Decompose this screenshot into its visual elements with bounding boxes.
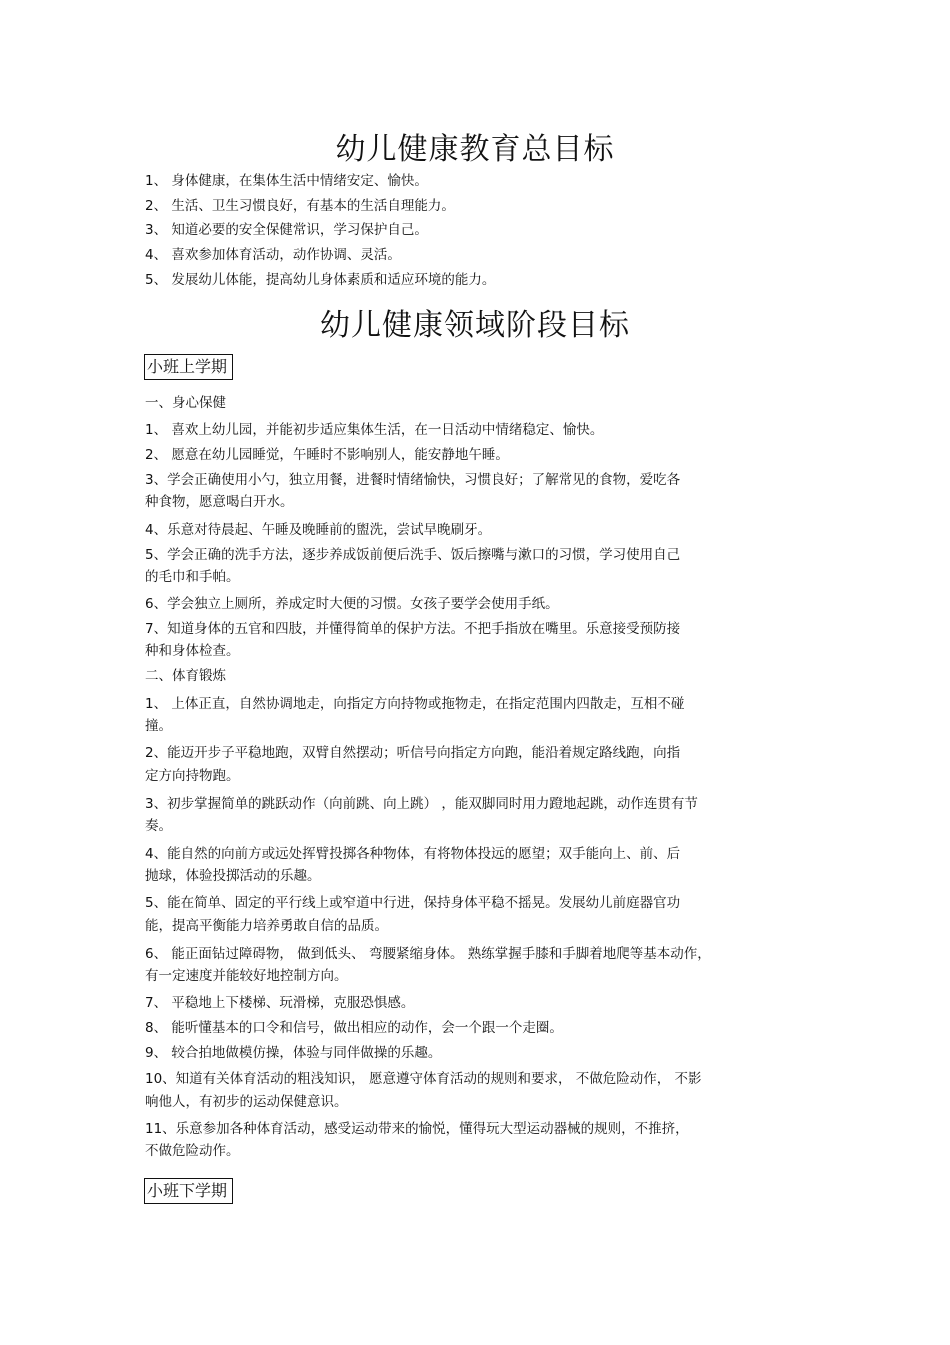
- stage-title: 幼儿健康领域阶段目标: [320, 308, 630, 343]
- exercise-goal-1-cont: 撞。: [145, 718, 172, 734]
- total-goal-2: 2、 生活、卫生习惯良好，有基本的生活自理能力。: [145, 198, 455, 214]
- exercise-goal-11: 11、乐意参加各种体育活动，感受运动带来的愉悦，懂得玩大型运动器械的规则，不推挤，: [145, 1121, 689, 1137]
- health-goal-2: 2、 愿意在幼儿园睡觉，午睡时不影响别人，能安静地午睡。: [145, 447, 509, 463]
- health-goal-3-cont: 种食物，愿意喝白开水。: [145, 494, 294, 510]
- exercise-goal-10-cont: 响他人，有初步的运动保健意识。: [145, 1094, 348, 1110]
- exercise-goal-6-cont: 有一定速度并能较好地控制方向。: [145, 968, 348, 984]
- exercise-goal-6: 6、 能正面钻过障碍物， 做到低头、 弯腰紧缩身体。 熟练掌握手膝和手脚着地爬等基本动作，: [145, 946, 711, 962]
- section-heading-exercise: 二、体育锻炼: [145, 668, 226, 684]
- health-goal-5-cont: 的毛巾和手帕。: [145, 569, 240, 585]
- health-goal-6: 6、学会独立上厕所，养成定时大便的习惯。女孩子要学会使用手纸。: [145, 596, 559, 612]
- exercise-goal-7: 7、 平稳地上下楼梯、玩滑梯，克服恐惧感。: [145, 995, 415, 1011]
- exercise-goal-5: 5、能在简单、固定的平行线上或窄道中行进，保持身体平稳不摇晃。发展幼儿前庭器官功: [145, 895, 681, 911]
- term-box-small-class-second: 小班下学期: [144, 1178, 233, 1204]
- term-box-small-class-first: 小班上学期: [144, 354, 233, 380]
- exercise-goal-4-cont: 抛球，体验投掷活动的乐趣。: [145, 868, 321, 884]
- total-goal-4: 4、 喜欢参加体育活动，动作协调、灵活。: [145, 247, 401, 263]
- exercise-goal-1: 1、 上体正直，自然协调地走，向指定方向持物或拖物走，在指定范围内四散走，互相不碰: [145, 696, 685, 712]
- exercise-goal-11-cont: 不做危险动作。: [145, 1143, 240, 1159]
- health-goal-7-cont: 种和身体检查。: [145, 643, 240, 659]
- total-goal-5: 5、 发展幼儿体能，提高幼儿身体素质和适应环境的能力。: [145, 272, 496, 288]
- health-goal-5: 5、学会正确的洗手方法，逐步养成饭前便后洗手、饭后擦嘴与漱口的习惯，学习使用自己: [145, 547, 681, 563]
- exercise-goal-9: 9、 较合拍地做模仿操，体验与同伴做操的乐趣。: [145, 1045, 442, 1061]
- health-goal-3: 3、学会正确使用小勺，独立用餐，进餐时情绪愉快，习惯良好；了解常见的食物，爱吃各: [145, 472, 681, 488]
- exercise-goal-2: 2、能迈开步子平稳地跑，双臂自然摆动；听信号向指定方向跑，能沿着规定路线跑，向指: [145, 745, 681, 761]
- exercise-goal-10: 10、知道有关体育活动的粗浅知识， 愿意遵守体育活动的规则和要求， 不做危险动作， 不影: [145, 1071, 702, 1087]
- exercise-goal-8: 8、 能听懂基本的口令和信号，做出相应的动作，会一个跟一个走圈。: [145, 1020, 563, 1036]
- section-heading-health-care: 一、身心保健: [145, 395, 226, 411]
- main-title: 幼儿健康教育总目标: [335, 132, 615, 167]
- health-goal-7: 7、知道身体的五官和四肢，并懂得简单的保护方法。不把手指放在嘴里。乐意接受预防接: [145, 621, 681, 637]
- exercise-goal-4: 4、能自然的向前方或远处挥臂投掷各种物体，有将物体投远的愿望；双手能向上、前、后: [145, 846, 681, 862]
- total-goal-1: 1、 身体健康，在集体生活中情绪安定、愉快。: [145, 173, 428, 189]
- exercise-goal-2-cont: 定方向持物跑。: [145, 768, 240, 784]
- exercise-goal-3-cont: 奏。: [145, 818, 172, 834]
- health-goal-1: 1、 喜欢上幼儿园，并能初步适应集体生活，在一日活动中情绪稳定、愉快。: [145, 422, 604, 438]
- health-goal-4: 4、乐意对待晨起、午睡及晚睡前的盥洗，尝试早晚刷牙。: [145, 522, 492, 538]
- exercise-goal-5-cont: 能，提高平衡能力培养勇敢自信的品质。: [145, 918, 388, 934]
- total-goal-3: 3、 知道必要的安全保健常识，学习保护自己。: [145, 222, 428, 238]
- exercise-goal-3: 3、初步掌握简单的跳跃动作（向前跳、向上跳） ，能双脚同时用力蹬地起跳，动作连贯有节: [145, 796, 698, 812]
